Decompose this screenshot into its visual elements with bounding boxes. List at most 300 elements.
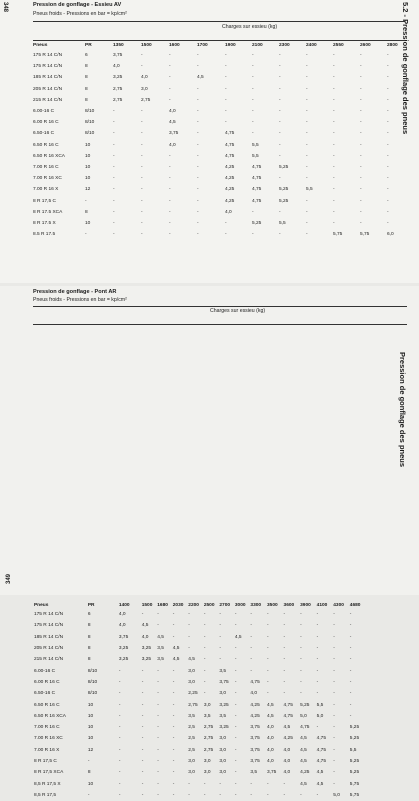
pressure-cell: - xyxy=(118,725,121,731)
pressure-cell: - xyxy=(169,176,171,182)
row-spacer xyxy=(6,778,34,789)
row-spacer xyxy=(5,229,33,240)
pressure-cell: - xyxy=(300,679,302,685)
pressure-cell: 5,0 xyxy=(333,792,340,798)
pressure-cell: - xyxy=(387,176,389,182)
tyre-size-cell: 8,5 R 17,5 X xyxy=(33,781,61,787)
pressure-cell: - xyxy=(197,153,199,159)
table-row xyxy=(6,665,408,676)
pressure-cell: 4,0 xyxy=(266,759,274,764)
ply-rating-cell: 10 xyxy=(85,142,91,148)
tyre-size-cell: 6.50-16 C xyxy=(33,131,55,137)
pressure-cell: - xyxy=(219,646,221,652)
pressure-cell: - xyxy=(172,759,175,764)
pressure-cell: - xyxy=(316,657,319,663)
pressure-cell: - xyxy=(266,679,269,685)
pressure-cell: - xyxy=(234,759,237,764)
pressure-cell: - xyxy=(333,64,335,70)
column-header-load: 2500 xyxy=(203,602,215,608)
pressure-cell: 3,5 xyxy=(157,657,164,663)
table-row xyxy=(6,677,408,688)
pressure-cell: - xyxy=(250,781,253,787)
table-row xyxy=(6,778,408,789)
pressure-cell: - xyxy=(360,64,362,70)
pressure-cell: - xyxy=(252,97,254,103)
pressure-cell: 3,5 xyxy=(188,713,195,719)
ply-rating-cell: 10 xyxy=(85,220,91,226)
pressure-cell: - xyxy=(283,679,286,685)
pressure-cell: - xyxy=(316,792,319,798)
pressure-cell: - xyxy=(252,75,254,81)
pressure-cell: - xyxy=(300,657,302,663)
pressure-cell: - xyxy=(172,702,175,708)
pressure-cell: - xyxy=(252,64,254,70)
pressure-cell: 2,5 xyxy=(188,747,195,753)
pressure-cell: 4,0 xyxy=(118,623,126,629)
pressure-cell: - xyxy=(113,109,115,115)
pressure-cell: - xyxy=(316,646,319,652)
row-spacer xyxy=(5,72,33,83)
pressure-cell: - xyxy=(306,232,308,238)
pressure-cell: 4,5 xyxy=(300,781,307,787)
column-header-load: 1600 xyxy=(169,43,180,48)
column-header-load: 3500 xyxy=(266,602,278,608)
pressure-cell: - xyxy=(283,792,286,798)
pressure-cell: - xyxy=(316,668,319,674)
pressure-cell: 3,75 xyxy=(250,725,260,731)
pressure-cell: - xyxy=(141,736,144,742)
table-row xyxy=(5,173,412,184)
pressure-cell: - xyxy=(219,657,221,663)
pressure-cell: - xyxy=(279,232,281,238)
pressure-cell: - xyxy=(333,646,335,652)
pressure-cell: 4,5 xyxy=(316,781,324,787)
pressure-cell: - xyxy=(188,781,190,787)
pressure-cell: - xyxy=(333,75,335,81)
pressure-cell: - xyxy=(279,86,281,92)
column-header-load: 2400 xyxy=(306,43,317,48)
pressure-cell: - xyxy=(360,220,362,226)
pressure-cell: 4,25 xyxy=(225,176,235,182)
page-rear-axle xyxy=(0,286,419,798)
pressure-cell: - xyxy=(203,634,206,640)
pressure-cell: - xyxy=(316,691,319,697)
pressure-cell: - xyxy=(118,781,121,787)
pressure-cell: - xyxy=(266,668,269,674)
table-row xyxy=(5,50,412,61)
pressure-cell: - xyxy=(283,668,286,674)
pressure-cell: - xyxy=(172,781,175,787)
tyre-size-cell: 8 R 17.5 XCA xyxy=(33,209,63,215)
pressure-cell: - xyxy=(157,747,159,753)
tyre-size-cell: 185 R 14 C/N xyxy=(33,75,63,81)
column-header-load: 1680 xyxy=(157,602,168,608)
ply-rating-cell: 10 xyxy=(87,736,94,742)
tyre-size-cell: 6.50-16 C xyxy=(33,691,56,697)
pressure-cell: 5,5 xyxy=(279,220,286,226)
pressure-cell: - xyxy=(316,725,319,731)
pressure-cell: - xyxy=(349,623,352,629)
tyre-size-cell: 6.50 R 16 C xyxy=(33,702,60,708)
pressure-cell: 4,0 xyxy=(283,747,291,753)
column-header-load: 1500 xyxy=(141,43,152,48)
pressure-cell: 4,5 xyxy=(169,120,176,126)
pressure-cell: 4,0 xyxy=(283,770,291,776)
pressure-cell: - xyxy=(333,759,335,764)
pressure-cell: - xyxy=(252,120,254,126)
pressure-cell: - xyxy=(306,209,308,215)
pressure-cell: 5,5 xyxy=(252,153,259,159)
pressure-cell: - xyxy=(333,109,335,115)
pressure-cell: - xyxy=(169,164,171,170)
pressure-cell: - xyxy=(316,623,319,629)
table-header-row xyxy=(6,601,408,609)
tyre-size-cell: 6.50 R 16 XCA xyxy=(33,153,65,159)
pressure-cell: - xyxy=(333,220,335,226)
pressure-cell: 5,0 xyxy=(316,713,324,719)
row-spacer xyxy=(5,207,33,218)
pressure-cell: - xyxy=(360,75,362,81)
pressure-cell: 2,75 xyxy=(188,702,198,708)
ply-rating-cell: - xyxy=(87,792,90,798)
pressure-cell: 4,75 xyxy=(225,142,235,148)
pressure-cell: - xyxy=(300,646,302,652)
pressure-cell: - xyxy=(333,657,335,663)
pressure-cell: - xyxy=(197,142,199,148)
pressure-cell: - xyxy=(172,612,175,618)
pressure-cell: - xyxy=(172,792,175,798)
pressure-cell: - xyxy=(219,623,221,629)
pressure-cell: 5,25 xyxy=(279,187,289,193)
pressure-cell: - xyxy=(333,781,335,787)
pressure-cell: 4,5 xyxy=(172,657,180,663)
pressure-cell: 2,75 xyxy=(203,725,214,731)
pressure-cell: - xyxy=(300,792,302,798)
pressure-cell: 2,25 xyxy=(188,691,198,697)
pressure-cell: - xyxy=(360,198,362,204)
table-row xyxy=(6,756,408,767)
ply-rating-cell: 8/10 xyxy=(85,131,95,137)
pressure-cell: - xyxy=(172,725,175,731)
row-spacer xyxy=(6,632,34,643)
tyre-size-cell: 8 R 17,5 C xyxy=(33,759,57,764)
pressure-cell: - xyxy=(197,198,199,204)
pressure-cell: - xyxy=(360,97,362,103)
pressure-cell: 4,5 xyxy=(141,623,149,629)
pressure-cell: - xyxy=(219,612,221,618)
pressure-cell: 4,5 xyxy=(197,75,204,81)
pressure-cell: - xyxy=(333,747,335,753)
ply-rating-cell: 10 xyxy=(85,176,91,182)
pressure-cell: - xyxy=(169,187,171,193)
pressure-cell: - xyxy=(306,153,308,159)
pressure-cell: 4,75 xyxy=(283,713,293,719)
row-spacer xyxy=(6,654,34,665)
pressure-cell: - xyxy=(118,668,121,674)
pressure-cell: - xyxy=(300,623,302,629)
pressure-cell: - xyxy=(188,634,190,640)
column-header-load: 1900 xyxy=(225,43,236,48)
pressure-cell: - xyxy=(283,781,286,787)
pressure-cell: - xyxy=(141,668,144,674)
pressure-cell: - xyxy=(118,770,121,776)
pressure-cell: - xyxy=(172,691,175,697)
column-header-load: 1350 xyxy=(113,43,124,48)
loads-caption: Charges sur essieu (kg) xyxy=(222,24,278,30)
pressure-cell: - xyxy=(225,220,227,226)
pressure-cell: 2,75 xyxy=(113,86,123,92)
pressure-cell: - xyxy=(283,691,286,697)
pressure-cell: 3,0 xyxy=(219,759,227,764)
pressure-cell: 4,25 xyxy=(225,198,235,204)
pressure-cell: - xyxy=(141,220,143,226)
column-header-load: 1500 xyxy=(141,602,153,608)
pressure-cell: - xyxy=(250,612,253,618)
pressure-cell: 3,75 xyxy=(250,736,260,742)
pressure-cell: 3,0 xyxy=(188,679,195,685)
column-header-load: 3900 xyxy=(300,602,311,608)
pressure-cell: 4,75 xyxy=(316,747,327,753)
pressure-cell: - xyxy=(197,187,199,193)
title-rule xyxy=(33,21,405,22)
pressure-cell: - xyxy=(188,646,190,652)
pressure-cell: 4,75 xyxy=(252,176,262,182)
pressure-cell: 3,0 xyxy=(188,770,195,776)
pressure-cell: 3,25 xyxy=(219,702,229,708)
pressure-cell: - xyxy=(118,702,121,708)
pressure-cell: - xyxy=(387,131,389,137)
pressure-cell: 4,75 xyxy=(225,153,235,159)
pressure-cell: - xyxy=(266,634,269,640)
pressure-cell: 3,75 xyxy=(250,759,260,764)
column-header-load: 3300 xyxy=(250,602,262,608)
pressure-cell: - xyxy=(157,623,159,629)
pressure-cell: 3,5 xyxy=(250,770,258,776)
pressure-cell: - xyxy=(157,668,159,674)
pressure-cell: - xyxy=(172,736,175,742)
pressure-cell: - xyxy=(333,713,335,719)
pressure-cell: - xyxy=(387,187,389,193)
pressure-cell: 4,5 xyxy=(300,759,307,764)
row-spacer xyxy=(6,677,34,688)
pressure-cell: - xyxy=(141,792,144,798)
tyre-size-cell: 7.00 R 16 C xyxy=(33,725,60,731)
row-spacer xyxy=(6,722,34,733)
pressure-cell: - xyxy=(360,153,362,159)
ply-rating-cell: 8 xyxy=(85,209,88,215)
pressure-cell: - xyxy=(252,209,254,215)
row-spacer xyxy=(5,61,33,72)
pressure-cell: 4,5 xyxy=(300,736,307,742)
table-row xyxy=(5,195,412,206)
pressure-cell: - xyxy=(306,64,308,70)
header-rule xyxy=(33,324,407,325)
pressure-cell: 5,25 xyxy=(349,759,360,764)
pressure-cell: 4,5 xyxy=(234,634,242,640)
pressure-cell: - xyxy=(172,713,175,719)
pressure-cell: 4,75 xyxy=(252,187,262,193)
ply-rating-cell: 10 xyxy=(87,781,94,787)
pressure-cell: - xyxy=(197,176,199,182)
pressure-cell: - xyxy=(169,64,171,70)
ply-rating-cell: 10 xyxy=(87,725,94,731)
row-spacer xyxy=(5,106,33,117)
table-row xyxy=(5,207,412,218)
tyre-size-cell: 7.00 R 16 C xyxy=(33,164,59,170)
table-row xyxy=(6,643,408,654)
pressure-cell: - xyxy=(141,679,144,685)
pressure-cell: - xyxy=(197,109,199,115)
pressure-cell: - xyxy=(349,679,352,685)
pressure-cell: - xyxy=(266,612,269,618)
column-header-load: 4680 xyxy=(349,602,361,608)
pressure-cell: 4,75 xyxy=(316,736,327,742)
pressure-cell: - xyxy=(266,792,269,798)
table-row xyxy=(6,767,408,778)
pressure-cell: 3,0 xyxy=(141,86,148,92)
pressure-cell: - xyxy=(333,176,335,182)
column-header-load: 3000 xyxy=(234,602,246,608)
table-row xyxy=(5,84,412,95)
pressure-cell: - xyxy=(387,142,389,148)
tyre-size-cell: 8 R 17,5 C xyxy=(33,198,56,204)
ply-rating-cell: 8 xyxy=(85,64,88,70)
row-spacer xyxy=(5,184,33,195)
pressure-cell: 4,5 xyxy=(266,713,274,719)
tyre-size-cell: 8 R 17.5 X xyxy=(33,220,56,226)
pressure-cell: - xyxy=(113,164,115,170)
pressure-cell: - xyxy=(300,668,302,674)
pressure-cell: - xyxy=(360,142,362,148)
pressure-cell: 3,25 xyxy=(118,646,129,652)
pressure-cell: - xyxy=(316,679,319,685)
pressure-cell: - xyxy=(252,53,254,59)
section-side-title: Pression de gonflage des pneus xyxy=(398,352,407,468)
table-header-row xyxy=(5,41,412,50)
column-header-load: 2100 xyxy=(252,43,263,48)
pressure-cell: - xyxy=(306,53,308,59)
pressure-cell: - xyxy=(157,702,159,708)
column-header-ply-rating: PR xyxy=(85,43,92,48)
tyre-size-cell: 175 R 14 C/N xyxy=(33,612,64,618)
page-number: 348 xyxy=(2,2,8,13)
pressure-cell: - xyxy=(333,97,335,103)
pressure-cell: - xyxy=(172,770,175,776)
pressure-cell: 4,25 xyxy=(283,736,293,742)
pressure-cell: - xyxy=(188,792,190,798)
pressure-cell: - xyxy=(333,725,335,731)
pressure-cell: - xyxy=(225,64,227,70)
pressure-cell: 4,75 xyxy=(300,725,310,731)
ply-rating-cell: 12 xyxy=(87,747,94,753)
page-number: 349 xyxy=(6,573,12,584)
table-row xyxy=(5,61,412,72)
pressure-cell: 4,75 xyxy=(316,759,327,764)
column-header-tyre: Pneus xyxy=(33,602,49,608)
column-header-tyre: Pneus xyxy=(33,43,48,48)
pressure-cell: - xyxy=(306,75,308,81)
pressure-cell: - xyxy=(141,187,143,193)
pressure-cell: - xyxy=(141,781,144,787)
table-title: Pression de gonflage - Essieu AV xyxy=(33,2,122,8)
tyre-size-cell: 7.00 R 16 XC xyxy=(33,736,63,742)
table-row xyxy=(5,117,412,128)
pressure-cell: - xyxy=(113,120,115,126)
pressure-cell: - xyxy=(113,187,115,193)
pressure-cell: - xyxy=(172,679,175,685)
pressure-cell: - xyxy=(387,164,389,170)
pressure-cell: - xyxy=(306,220,308,226)
pressure-cell: - xyxy=(113,198,115,204)
pressure-cell: - xyxy=(169,75,171,81)
pressure-cell: - xyxy=(203,646,206,652)
row-spacer xyxy=(5,117,33,128)
pressure-cell: 4,0 xyxy=(113,64,120,70)
ply-rating-cell: - xyxy=(85,198,87,204)
front-axle-pressure-table xyxy=(5,41,412,240)
row-spacer xyxy=(5,128,33,139)
pressure-cell: - xyxy=(252,131,254,137)
pressure-cell: - xyxy=(141,120,143,126)
pressure-cell: - xyxy=(252,109,254,115)
tyre-size-cell: 7.00 R 16 XC xyxy=(33,176,62,182)
pressure-cell: - xyxy=(188,623,190,629)
row-spacer xyxy=(6,756,34,767)
pressure-cell: - xyxy=(306,120,308,126)
pressure-cell: 3,25 xyxy=(219,725,229,731)
pressure-cell: - xyxy=(113,142,115,148)
column-header-load: 2800 xyxy=(387,43,398,48)
row-spacer xyxy=(6,790,34,801)
pressure-cell: 4,25 xyxy=(250,713,260,719)
pressure-cell: - xyxy=(250,623,253,629)
pressure-cell: 5,25 xyxy=(349,770,360,776)
pressure-cell: 5,0 xyxy=(300,713,307,719)
tyre-size-cell: 205 R 14 C/N xyxy=(33,646,64,652)
row-spacer xyxy=(6,609,34,620)
pressure-cell: - xyxy=(141,713,144,719)
pressure-cell: 5,75 xyxy=(333,232,343,238)
pressure-cell: - xyxy=(118,792,121,798)
pressure-cell: 4,75 xyxy=(252,164,262,170)
pressure-cell: 3,25 xyxy=(141,657,152,663)
pressure-cell: - xyxy=(113,220,115,226)
pressure-cell: - xyxy=(349,634,352,640)
pressure-cell: - xyxy=(333,679,335,685)
pressure-cell: 4,0 xyxy=(283,759,291,764)
pressure-cell: - xyxy=(234,792,237,798)
table-row xyxy=(5,184,412,195)
pressure-cell: - xyxy=(333,691,335,697)
pressure-cell: - xyxy=(169,97,171,103)
row-spacer xyxy=(6,711,34,722)
pressure-cell: - xyxy=(360,131,362,137)
pressure-cell: - xyxy=(279,209,281,215)
pressure-cell: - xyxy=(225,120,227,126)
ply-rating-cell: 12 xyxy=(85,187,91,193)
pressure-cell: - xyxy=(387,198,389,204)
pressure-cell: - xyxy=(279,109,281,115)
pressure-cell: - xyxy=(306,176,308,182)
pressure-cell: - xyxy=(219,792,221,798)
pressure-cell: 3,0 xyxy=(203,759,211,764)
pressure-cell: - xyxy=(300,634,302,640)
pressure-cell: - xyxy=(333,53,335,59)
pressure-cell: - xyxy=(234,623,237,629)
table-row xyxy=(5,106,412,117)
tyre-size-cell: 185 R 14 C/N xyxy=(33,634,64,640)
pressure-cell: 2,5 xyxy=(188,725,195,731)
